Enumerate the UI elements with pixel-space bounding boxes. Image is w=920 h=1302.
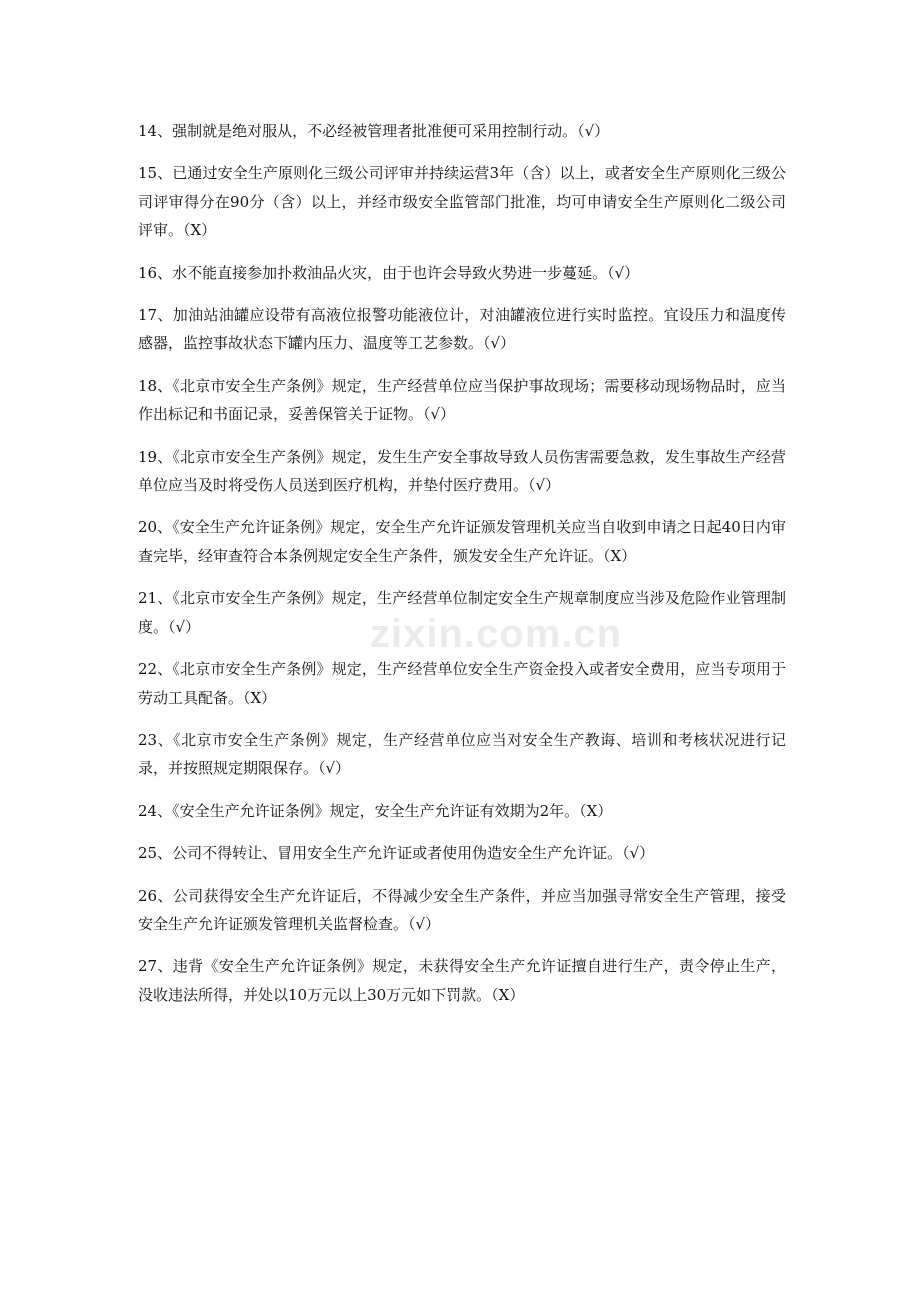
question-20: 20、《安全生产允许证条例》规定，安全生产允许证颁发管理机关应当自收到申请之日起40日内审查完毕，经审查符合本条例规定安全生产条件，颁发安全生产允许证。（X） xyxy=(138,518,786,565)
question-26: 26、公司获得安全生产允许证后，不得减少安全生产条件，并应当加强寻常安全生产管理，接受安全生产允许证颁发管理机关监督检查。（√） xyxy=(138,886,786,933)
question-19: 19、《北京市安全生产条例》规定，发生生产安全事故导致人员伤害需要急救，发生事故生产经营单位应当及时将受伤人员送到医疗机构，并垫付医疗费用。（√） xyxy=(138,447,786,495)
question-21: 21、《北京市安全生产条例》规定，生产经营单位制定安全生产规章制度应当涉及危险作业管理制度。（√） xyxy=(138,589,786,636)
question-18: 18、《北京市安全生产条例》规定，生产经营单位应当保护事故现场；需要移动现场物品时，应当作出标记和书面记录，妥善保管关于证物。（√） xyxy=(138,376,786,424)
question-16: 16、水不能直接参加扑救油品火灾，由于也许会导致火势进一步蔓延。（√） xyxy=(138,263,640,282)
question-23: 23、《北京市安全生产条例》规定，生产经营单位应当对安全生产教诲、培训和考核状况进行记录，并按照规定期限保存。（√） xyxy=(138,730,786,778)
question-14: 14、强制就是绝对服从，不必经被管理者批准便可采用控制行动。（√） xyxy=(138,122,610,140)
question-15: 15、已通过安全生产原则化三级公司评审并持续运营3年（含）以上，或者安全生产原则化三级公司评审得分在90分（含）以上，并经市级安全监管部门批准，均可申请安全生产原则化二级公司评审。（X） xyxy=(138,164,786,240)
document-body xyxy=(138,117,786,1023)
question-25: 25、公司不得转让、冒用安全生产允许证或者使用伪造安全生产允许证。（√） xyxy=(138,844,655,863)
watermark-logo: zixin.com.cn xyxy=(370,612,623,656)
question-22: 22、《北京市安全生产条例》规定，生产经营单位安全生产资金投入或者安全费用，应当专项用于劳动工具配备。（X） xyxy=(138,660,786,707)
question-24: 24、《安全生产允许证条例》规定，安全生产允许证有效期为2年。（X） xyxy=(138,801,613,820)
question-17: 17、加油站油罐应设带有高液位报警功能液位计，对油罐液位进行实时监控。宜设压力和温度传感器，监控事故状态下罐内压力、温度等工艺参数。（√） xyxy=(138,306,786,353)
question-27: 27、违背《安全生产允许证条例》规定，未获得安全生产允许证擅自进行生产，责令停止生产，没收违法所得，并处以10万元以上30万元如下罚款。（X） xyxy=(138,957,786,1004)
